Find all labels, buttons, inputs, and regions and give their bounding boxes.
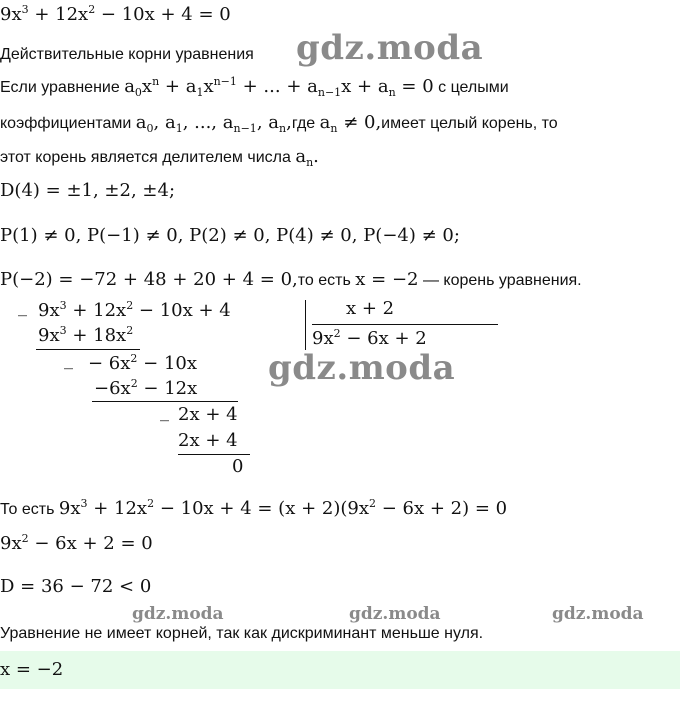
conclusion: Уравнение не имеет корней, так как дискриминант меньше нуля. — [0, 625, 484, 642]
theorem-line-1: Если уравнение $a_0x^n + a_1x^{n-1}$ + ... + $a_{n-1}x + a_n = 0$ с целыми — [0, 75, 509, 99]
division-sub-3: 2x + 4 — [178, 430, 238, 451]
watermark-logo: gdz.moda — [349, 604, 441, 624]
answer-box — [0, 651, 680, 689]
divisor-line — [312, 324, 498, 325]
sub-line-1 — [36, 349, 140, 350]
division-rem-1: − $6x^2 - 10x$ — [88, 352, 198, 374]
discriminant: D = 36 − 72 < 0 — [0, 576, 152, 597]
division-rem-2: 2x + 4 — [178, 404, 238, 425]
watermark-logo: gdz.moda — [132, 604, 224, 624]
division-sub-1: $9x^3 + 18x^2$ — [38, 324, 134, 346]
real-roots-label: Действительные корни уравнения — [0, 46, 254, 63]
watermark-logo: gdz.moda — [268, 348, 456, 388]
division-divisor: x + 2 — [346, 298, 395, 319]
factorization: То есть $9x^3 + 12x^2 - 10x + 4 = (x + 2)(9x^2 - 6x + 2) = 0$ — [0, 497, 508, 519]
division-bracket — [305, 300, 306, 350]
answer: x = −2 — [0, 659, 64, 680]
quadratic: $9x^2 - 6x + 2 = 0$ — [0, 532, 153, 554]
root-check: P(−2) = −72 + 48 + 20 + 4 = 0,то есть x = −2 — корень уравнения. — [0, 269, 582, 290]
division-minus-2: _ — [64, 349, 73, 370]
checks: P(1) ≠ 0, P(−1) ≠ 0, P(2) ≠ 0, P(4) ≠ 0, P(−4) ≠ 0; — [0, 225, 460, 246]
watermark-logo: gdz.moda — [552, 604, 644, 624]
equation: $9x^3 + 12x^2 - 10x + 4 = 0$ — [0, 3, 231, 25]
divisors: D(4) = ±1, ±2, ±4; — [0, 180, 176, 201]
watermark-logo: gdz.moda — [296, 28, 484, 68]
division-remainder: 0 — [232, 456, 244, 477]
division-quotient: $9x^2 - 6x + 2$ — [312, 327, 427, 349]
division-dividend: $9x^3 + 12x^2 - 10x + 4$ — [38, 299, 231, 321]
division-minus-1: _ — [18, 296, 27, 317]
sub-line-3 — [178, 454, 250, 455]
theorem-line-3: этот корень является делителем числа $a_n$. — [0, 146, 319, 169]
division-minus-3: _ — [160, 401, 169, 422]
theorem-line-2: коэффициентами $a_0$, $a_1$, ..., $a_{n-1}$, $a_n,где$ $a_n$ ≠ 0,имеет целый корень, то — [0, 112, 558, 135]
division-sub-2: $-6x^2 - 12x$ — [94, 377, 198, 399]
